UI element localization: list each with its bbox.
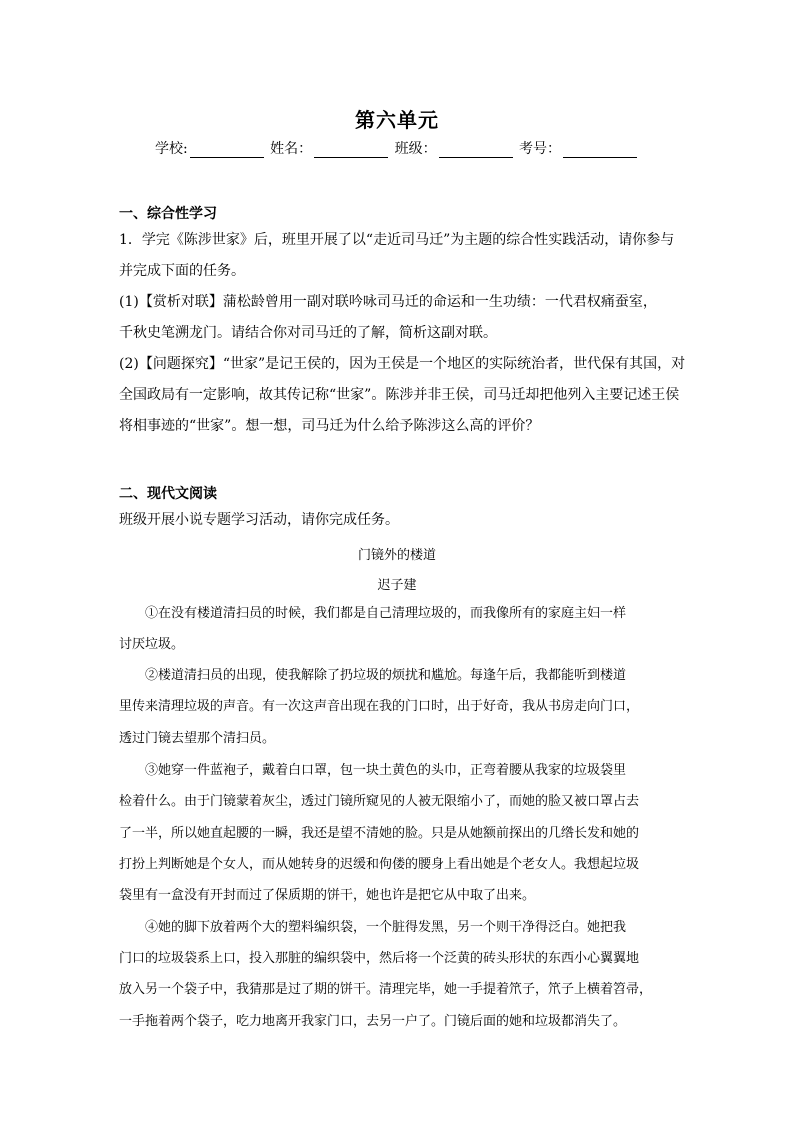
article-line: 透过门镜去望那个清扫员。 <box>119 731 276 746</box>
article-line: ③她穿一件蓝袍子，戴着白口罩，包一块土黄色的头巾，正弯着腰从我家的垃圾袋里 <box>145 763 627 778</box>
section1-line: (1)【赏析对联】蒲松龄曾用一副对联吟咏司马迁的命运和一生功绩：一代君权痛蚕室， <box>119 294 657 310</box>
article-title: 门镜外的楼道 <box>357 548 436 563</box>
school-blank[interactable] <box>190 143 264 158</box>
section2-intro: 班级开展小说专题学习活动，请你完成任务。 <box>119 512 399 528</box>
section1-line: (2)【问题探究】“世家”是记王侯的，因为王侯是一个地区的实际统治者，世代保有其国，对 <box>119 356 686 372</box>
section1-line: 全国政局有一定影响，故其传记称“世家”。陈涉并非王侯，司马迁却把他列入主要记述王侯 <box>119 387 680 403</box>
school-label: 学校: <box>154 141 188 157</box>
article-line: 了一半，所以她直起腰的一瞬，我还是望不清她的脸。只是从她额前探出的几绺长发和她的 <box>119 826 640 841</box>
class-label: 班级： <box>394 141 437 157</box>
article-line: 打扮上判断她是个女人，而从她转身的迟缓和佝偻的腰身上看出她是个老女人。我想起垃圾 <box>119 857 640 872</box>
section1-line: 并完成下面的任务。 <box>119 263 245 279</box>
section1-line: 1．学完《陈涉世家》后，班里开展了以“走近司马迁”为主题的综合性实践活动，请你参与 <box>119 232 675 248</box>
class-blank[interactable] <box>439 143 513 158</box>
article-line: 讨厌垃圾。 <box>119 637 185 652</box>
name-label: 姓名： <box>270 141 313 157</box>
section1-heading: 一、综合性学习 <box>119 206 217 222</box>
page-title: 第六单元 <box>355 108 439 132</box>
exam-no-label: 考号： <box>519 141 562 157</box>
article-line: ①在没有楼道清扫员的时候，我们都是自己清理垃圾的，而我像所有的家庭主妇一样 <box>145 606 627 621</box>
article-line: 门口的垃圾袋系上口，投入那脏的编织袋中，然后将一个泛黄的砖头形状的东西小心翼翼地 <box>119 951 640 966</box>
article-line: 一手拖着两个袋子，吃力地离开我家门口，去另一户了。门镜后面的她和垃圾都消失了。 <box>119 1014 627 1029</box>
article-line: ④她的脚下放着两个大的塑料编织袋，一个脏得发黑，另一个则干净得泛白。她把我 <box>145 920 627 935</box>
student-info-row <box>0 138 794 158</box>
article-line: 检着什么。由于门镜蒙着灰尘，透过门镜所窥见的人被无限缩小了，而她的脸又被口罩占去 <box>119 794 640 809</box>
section1-line: 千秋史笔溯龙门。请结合你对司马迁的了解，简析这副对联。 <box>119 325 497 341</box>
section1-line: 将相事迹的“世家”。想一想，司马迁为什么给予陈涉这么高的评价？ <box>119 418 540 434</box>
article-line: ②楼道清扫员的出现，使我解除了扔垃圾的烦扰和尴尬。每逢午后，我都能听到楼道 <box>145 668 627 683</box>
article-line: 放入另一个袋子中，我猜那是过了期的饼干。清理完毕，她一手提着笊子，笊子上横着笤帚， <box>119 982 653 997</box>
exam-no-blank[interactable] <box>563 143 637 158</box>
article-line: 里传来清理垃圾的声音。有一次这声音出现在我的门口时，出于好奇，我从书房走向门口， <box>119 699 640 714</box>
article-line: 袋里有一盒没有开封而过了保质期的饼干，她也许是把它从中取了出来。 <box>119 888 536 903</box>
article-author: 迟子建 <box>377 578 417 593</box>
name-blank[interactable] <box>314 143 388 158</box>
section2-heading: 二、现代文阅读 <box>119 486 217 502</box>
